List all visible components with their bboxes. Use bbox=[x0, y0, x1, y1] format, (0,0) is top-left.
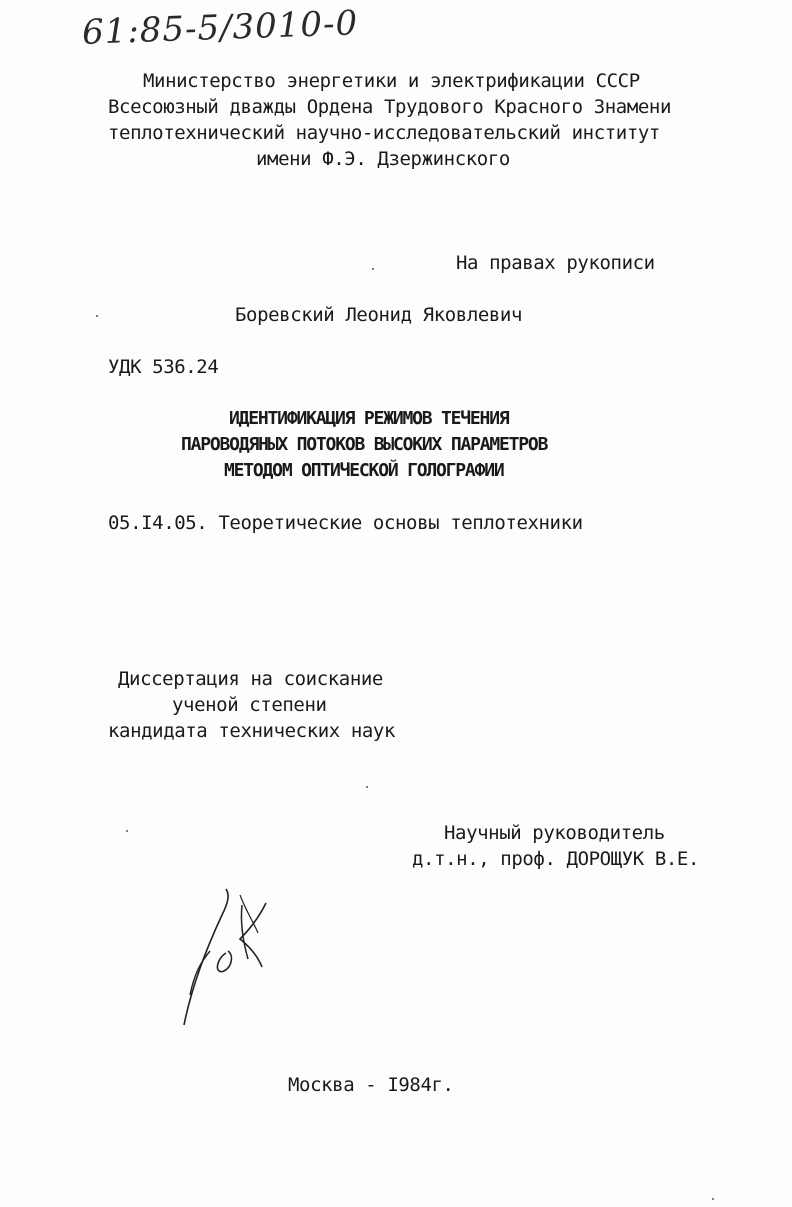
place-year: Москва - I984г. bbox=[288, 1074, 454, 1096]
scan-speck bbox=[96, 315, 98, 317]
handwritten-signature bbox=[170, 875, 290, 1035]
scan-speck bbox=[372, 268, 374, 270]
scan-speck bbox=[712, 1198, 714, 1200]
title-line-1: ИДЕНТИФИКАЦИЯ РЕЖИМОВ ТЕЧЕНИЯ bbox=[229, 408, 509, 429]
dissertation-line-1: Диссертация на соискание bbox=[118, 668, 383, 690]
title-line-2: ПАРОВОДЯНЫХ ПОТОКОВ ВЫСОКИХ ПАРАМЕТРОВ bbox=[181, 434, 548, 455]
institution-line-3: теплотехнический научно-исследовательский институт bbox=[108, 122, 660, 144]
handwritten-catalog-number: 61:85-5/3010-0 bbox=[81, 3, 359, 53]
author-name: Боревский Леонид Яковлевич bbox=[235, 304, 523, 326]
specialty-code: 05.I4.05. Теоретические основы теплотехники bbox=[108, 512, 583, 534]
institution-line-4: имени Ф.Э. Дзержинского bbox=[256, 148, 510, 170]
institution-line-1: Министерство энергетики и электрификации СССР bbox=[143, 70, 640, 92]
scan-speck bbox=[366, 786, 368, 788]
dissertation-line-3: кандидата технических наук bbox=[108, 720, 396, 742]
title-line-3: МЕТОДОМ ОПТИЧЕСКОЙ ГОЛОГРАФИИ bbox=[224, 460, 504, 481]
dissertation-line-2: ученой степени bbox=[172, 694, 327, 716]
institution-line-2: Всесоюзный дважды Ордена Трудового Красного Знамени bbox=[108, 96, 671, 118]
udk-code: УДК 536.24 bbox=[108, 356, 219, 378]
supervisor-label: Научный руководитель bbox=[444, 822, 665, 844]
supervisor-name: д.т.н., проф. ДОРОЩУК В.Е. bbox=[412, 848, 700, 870]
rights-note: На правах рукописи bbox=[456, 252, 655, 274]
scan-speck bbox=[126, 830, 128, 832]
